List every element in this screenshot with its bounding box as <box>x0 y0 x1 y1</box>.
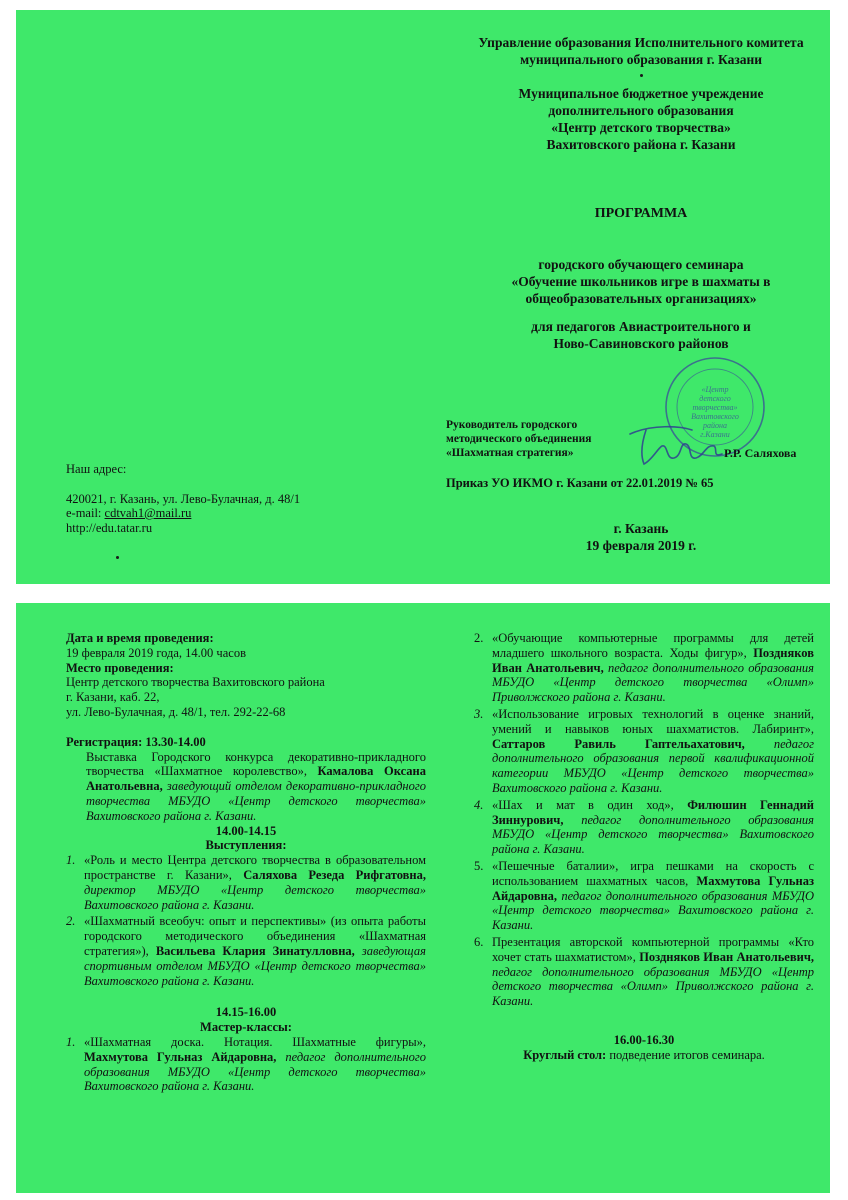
email-prefix: e-mail: <box>66 506 105 520</box>
svg-text:«Центр: «Центр <box>701 385 729 394</box>
brochure-cover-sheet <box>16 10 830 584</box>
svg-text:района: района <box>703 421 727 430</box>
item-person: Саттаров Равиль Гаптельахатович, <box>492 736 745 751</box>
leader-name: Р.Р. Саляхова <box>724 446 797 460</box>
list-item <box>474 798 814 857</box>
exhibition <box>66 750 426 824</box>
exhibition-text: Выставка Городского конкурса декоративно-прикладного творчества «Шахматное королевство», <box>86 749 426 779</box>
masterclass-list <box>66 1035 426 1094</box>
speck <box>116 556 119 559</box>
list-item <box>66 914 426 988</box>
list-item <box>474 935 814 1009</box>
datetime-value: 19 февраля 2019 года, 14.00 часов <box>66 645 246 660</box>
city: г. Казань <box>613 521 669 536</box>
place-line: Центр детского творчества Вахитовского района <box>66 675 325 690</box>
item-role: педагог дополнительного образования МБУДО «Центр детского творчества» Вахитовского района г. Казани. <box>84 1049 426 1094</box>
datetime-label: Дата и время проведения: <box>66 631 214 645</box>
item-person: Поздняков Иван Анатольевич, <box>639 949 814 964</box>
order-line: Приказ УО ИКМО г. Казани от 22.01.2019 № 65 <box>446 476 714 490</box>
item-text: «Шахматный всеобуч: опыт и перспективы» (из опыта работы городского методического объединения «Шахматная стратегия»), <box>84 914 426 958</box>
address-block <box>66 462 406 535</box>
seminar-title <box>446 256 836 307</box>
item-role: педагог дополнительного образования МБУДО «Центр детского творчества «Олимп» Приволжского района г. Казани. <box>492 964 814 1009</box>
email-link[interactable]: cdtvah1@mail.ru <box>104 506 192 520</box>
website[interactable]: http://edu.tatar.ru <box>66 520 153 535</box>
leader-block <box>446 418 646 460</box>
item-person: Васильева Клария Зинатулловна, <box>155 943 355 958</box>
item-number: 2. <box>474 631 484 645</box>
item-number: 5. <box>474 858 484 873</box>
program-left-column <box>66 631 426 1096</box>
item-person: Махмутова Гульназ Айдаровна, <box>84 1049 277 1064</box>
list-item <box>66 1035 426 1094</box>
address-street: 420021, г. Казань, ул. Лево-Булачная, д. 48/1 <box>66 491 301 506</box>
list-item <box>474 859 814 933</box>
header-line: Управление образования Исполнительного комитета <box>478 35 804 50</box>
item-number: 3. <box>474 706 484 721</box>
program-right-column <box>474 631 814 1063</box>
item-person: Поздняков Иван Анатольевич, <box>492 645 814 675</box>
place-label: Место проведения: <box>66 660 174 675</box>
leader-line: Руководитель городского <box>446 419 578 431</box>
item-number: 1. <box>66 853 76 868</box>
session3-time: 16.00-16.30 <box>613 1032 675 1047</box>
item-text: «Использование игровых технологий в оценке знаний, умений и навыков юных шахматистов. Лабиринт», <box>492 706 814 736</box>
leader-line: «Шахматная стратегия» <box>446 447 574 459</box>
header-line: муниципального образования г. Казани <box>519 52 763 67</box>
audience-line: Ново-Савиновского районов <box>553 336 729 351</box>
cover-date: 19 февраля 2019 г. <box>585 538 697 553</box>
item-role: педагог дополнительного образования МБУДО «Центр детского творчества «Олимп» Приволжского района г. Казани. <box>492 660 814 705</box>
exhibition-person: Камалова Оксана Анатольевна, <box>86 764 426 794</box>
item-person: Махмутова Гульназ Айдаровна, <box>492 873 814 903</box>
item-text: «Обучающие компьютерные программы для детей младшего школьного возраста. Ходы фигур», <box>492 631 814 660</box>
item-text: «Роль и место Центра детского творчества в образовательном пространстве г. Казани», <box>84 853 426 882</box>
item-role: заведующая спортивным отделом МБУДО «Центр детского творчества» Вахитовского района г. Казани. <box>84 943 426 988</box>
org-line: Вахитовского района г. Казани <box>546 137 736 152</box>
audience <box>446 318 836 352</box>
list-item <box>474 631 814 705</box>
svg-text:творчества»: творчества» <box>692 403 738 412</box>
session1-time: 14.00-14.15 <box>215 823 277 838</box>
item-role: педагог дополнительного образования первой квалификационной категории МБУДО «Центр детского творчества» Вахитовского района г. Казани. <box>492 736 814 795</box>
svg-text:Вахитовского: Вахитовского <box>691 412 739 421</box>
masterclass-list-continued <box>474 631 814 1009</box>
item-text: Презентация авторской компьютерной программы «Кто хочет стать шахматистом», <box>492 934 814 964</box>
session1-title: Выступления: <box>205 838 287 853</box>
seminar-line: общеобразовательных организациях» <box>525 291 757 306</box>
item-number: 1. <box>66 1034 76 1049</box>
audience-line: для педагогов Авиастроительного и <box>531 319 751 334</box>
item-text: «Шах и мат в один ход», <box>492 797 688 812</box>
address-label: Наш адрес: <box>66 462 127 476</box>
item-role: директор МБУДО «Центр детского творчества» Вахитовского района г. Казани. <box>84 882 426 912</box>
talks-list <box>66 853 426 988</box>
speck <box>640 74 643 77</box>
seminar-line: городского обучающего семинара <box>538 257 744 272</box>
session2-title: Мастер-классы: <box>200 1020 292 1035</box>
item-role: педагог дополнительного образования МБУДО «Центр детского творчества» Вахитовского района г. Казани. <box>492 812 814 857</box>
item-person: Филюшин Геннадий Зиннурович, <box>492 797 814 827</box>
item-person: Саляхова Резеда Рифгатовна, <box>243 867 426 882</box>
leader-line: методического объединения <box>446 433 592 445</box>
cover-title-block <box>446 34 836 153</box>
registration: Регистрация: 13.30-14.00 <box>66 734 206 749</box>
address-email-line <box>66 506 406 521</box>
item-number: 4. <box>474 797 484 812</box>
item-text: «Пешечные баталии», игра пешками на скорость с использованием шахматных часов, <box>492 858 814 888</box>
item-number: 6. <box>474 934 484 949</box>
svg-text:г.Казани: г.Казани <box>700 430 730 439</box>
org-line: Муниципальное бюджетное учреждение <box>518 86 764 101</box>
item-role: педагог дополнительного образования МБУДО «Центр детского творчества» Вахитовского района г. Казани. <box>492 888 814 933</box>
exhibition-role: заведующий отделом декоративно-прикладного творчества МБУДО «Центр детского творчества» Вахитовского района г. Казани. <box>86 779 426 823</box>
place-line: г. Казани, каб. 22, <box>66 690 160 705</box>
session2-time: 14.15-16.00 <box>215 1005 277 1020</box>
item-text: «Шахматная доска. Нотация. Шахматные фигуры», <box>84 1034 426 1049</box>
program-title: ПРОГРАММА <box>594 206 688 221</box>
roundtable <box>474 1048 814 1063</box>
org-line: дополнительного образования <box>548 103 734 118</box>
svg-text:детского: детского <box>699 394 731 403</box>
item-number: 2. <box>66 914 76 929</box>
brochure-program-sheet <box>16 603 830 1193</box>
roundtable-text: подведение итогов семинара. <box>606 1047 765 1062</box>
seminar-line: «Обучение школьников игре в шахматы в <box>511 274 771 289</box>
list-item <box>66 853 426 912</box>
list-item <box>474 707 814 796</box>
place-date <box>446 520 836 554</box>
place-line: ул. Лево-Булачная, д. 48/1, тел. 292-22-68 <box>66 704 286 719</box>
roundtable-label: Круглый стол: <box>523 1047 607 1062</box>
org-line: «Центр детского творчества» <box>551 120 731 135</box>
